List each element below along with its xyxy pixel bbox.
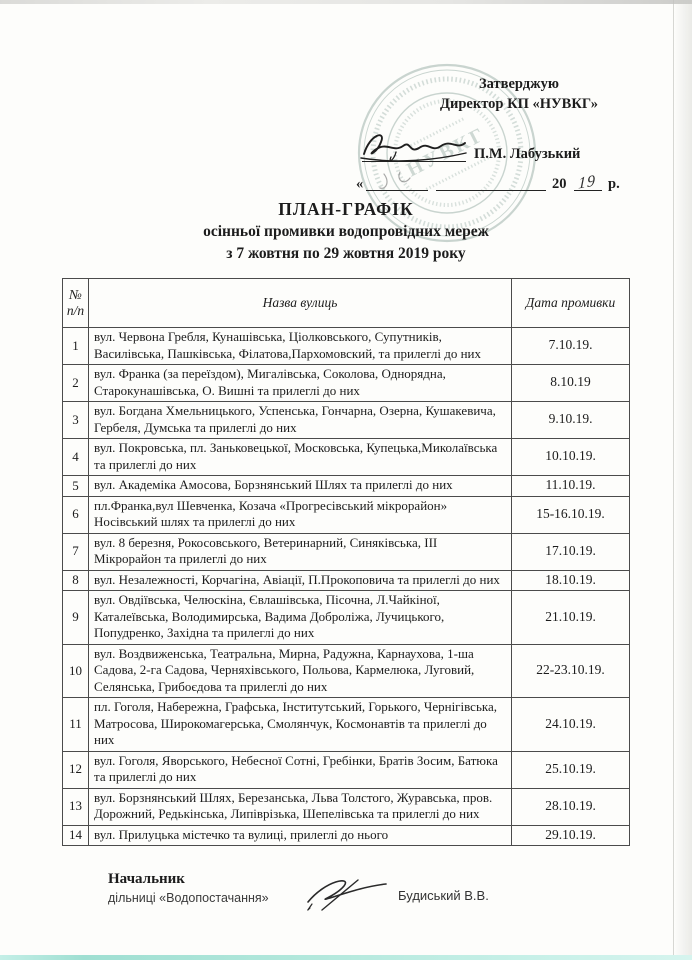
table-row: [63, 698, 630, 752]
footer-name: Будиський В.В.: [398, 888, 489, 903]
scan-right-edge-artifact: [673, 0, 692, 960]
page-title: ПЛАН-ГРАФІК: [278, 199, 414, 219]
schedule-table-body: [63, 328, 630, 846]
row-number: 4: [63, 439, 89, 476]
table-row: [63, 644, 630, 698]
date-range: з 7 жовтня по 29 жовтня 2019 року: [226, 245, 466, 262]
open-quote: «: [356, 176, 364, 192]
approval-block: [356, 74, 650, 196]
row-number: 10: [63, 644, 89, 698]
table-row: [63, 591, 630, 645]
row-streets: вул. Академіка Амосова, Борзнянський Шлях та прилеглі до них: [89, 476, 512, 497]
document-title-block: [0, 198, 692, 265]
row-streets: вул. Прилуцька містечко та вулиці, прилеглі до нього: [89, 825, 512, 846]
row-streets: вул. Борзнянський Шлях, Березанська, Льва Толстого, Журавська, пров. Дорожний, Редькінська, Липіврізька, Шепелівська та прилеглі до них: [89, 788, 512, 825]
row-flush-date: 29.10.19.: [512, 825, 630, 846]
row-number: 14: [63, 825, 89, 846]
footer-signatory-block: [108, 870, 269, 905]
row-streets: вул. Покровська, пл. Заньковецької, Московська, Купецька,Миколаївська та прилеглі до них: [89, 439, 512, 476]
table-row: [63, 496, 630, 533]
footer-position-subtitle: дільниці «Водопостачання»: [108, 891, 269, 905]
col-header-date: Дата промивки: [512, 279, 630, 328]
approver-name: П.М. Лабузький: [474, 146, 581, 162]
handwritten-year: 19: [577, 172, 597, 193]
approval-word: Затверджую: [479, 76, 559, 92]
footer-position-title: Начальник: [108, 871, 185, 887]
col-header-streets: Назва вулиць: [89, 279, 512, 328]
row-number: 8: [63, 570, 89, 591]
scan-top-edge-artifact: [0, 0, 692, 4]
table-row: [63, 533, 630, 570]
col-header-num: № п/п: [63, 279, 89, 328]
row-streets: вул. Франка (за переїздом), Мигалівська, Соколова, Однорядна, Старокунашівська, О. Вишні та прилеглі до них: [89, 365, 512, 402]
table-row: [63, 439, 630, 476]
table-row: [63, 825, 630, 846]
row-flush-date: 15-16.10.19.: [512, 496, 630, 533]
row-flush-date: 11.10.19.: [512, 476, 630, 497]
row-number: 6: [63, 496, 89, 533]
row-number: 7: [63, 533, 89, 570]
row-number: 5: [63, 476, 89, 497]
table-row: [63, 476, 630, 497]
row-streets: вул. Овдіївська, Челюскіна, Євлашівська, Пісочна, Л.Чайкіної, Каталеївська, Володимирська, Вадима Доброліжа, Лучицького, Попудренко, Західна та прилеглі до них: [89, 591, 512, 645]
table-row: [63, 788, 630, 825]
year-suffix: р.: [608, 176, 620, 192]
row-flush-date: 17.10.19.: [512, 533, 630, 570]
row-streets: вул. Гоголя, Яворського, Небесної Сотні, Гребінки, Братів Зосим, Батюка та прилеглі до них: [89, 751, 512, 788]
row-number: 3: [63, 402, 89, 439]
row-flush-date: 8.10.19: [512, 365, 630, 402]
row-flush-date: 9.10.19.: [512, 402, 630, 439]
row-streets: вул. Незалежності, Корчагіна, Авіації, П.Прокоповича та прилеглі до них: [89, 570, 512, 591]
row-flush-date: 18.10.19.: [512, 570, 630, 591]
handwritten-day-scribble: [370, 170, 430, 192]
row-flush-date: 7.10.19.: [512, 328, 630, 365]
approval-date-line: [356, 172, 650, 196]
director-signature-icon: [358, 126, 470, 166]
row-number: 12: [63, 751, 89, 788]
footer-signature-icon: [300, 874, 392, 916]
row-flush-date: 28.10.19.: [512, 788, 630, 825]
table-row: [63, 365, 630, 402]
row-flush-date: 22-23.10.19.: [512, 644, 630, 698]
row-flush-date: 21.10.19.: [512, 591, 630, 645]
row-flush-date: 24.10.19.: [512, 698, 630, 752]
row-flush-date: 10.10.19.: [512, 439, 630, 476]
row-streets: вул. Червона Гребля, Кунашівська, Ціолковського, Супутників, Василівська, Пашківська, Філатова,Пархомовский, та прилеглі до них: [89, 328, 512, 365]
row-number: 13: [63, 788, 89, 825]
scan-bottom-strip-artifact: [0, 955, 692, 960]
row-streets: вул. 8 березня, Рокосовського, Ветеринарний, Синяківська, ІІІ Мікрорайон та прилеглі до них: [89, 533, 512, 570]
row-number: 1: [63, 328, 89, 365]
year-prefix: 20: [552, 176, 567, 192]
row-flush-date: 25.10.19.: [512, 751, 630, 788]
table-row: [63, 328, 630, 365]
row-number: 2: [63, 365, 89, 402]
table-row: [63, 570, 630, 591]
row-number: 9: [63, 591, 89, 645]
row-number: 11: [63, 698, 89, 752]
row-streets: вул. Воздвиженська, Театральна, Мирна, Радужна, Карнаухова, 1-ша Садова, 2-га Садова, Черняхівського, Польова, Кармелюка, Луговий, Селянська, Грибоєдова та прилеглі до них: [89, 644, 512, 698]
schedule-table: [62, 278, 630, 846]
row-streets: вул. Богдана Хмельницького, Успенська, Гончарна, Озерна, Кушакевича, Гербеля, Думська та прилеглі до них: [89, 402, 512, 439]
row-streets: пл.Франка,вул Шевченка, Козача «Прогресівський мікрорайон» Носівський шлях та прилеглі до них: [89, 496, 512, 533]
month-blank-line: [436, 190, 546, 191]
approval-director-line: Директор КП «НУВКГ»: [440, 96, 598, 112]
row-streets: пл. Гоголя, Набережна, Графська, Інститутський, Горького, Чернігівська, Матросова, Широкомагерська, Смолянчук, Космонавтів та прилеглі до них: [89, 698, 512, 752]
page-subtitle: осінньої промивки водопровідних мереж: [203, 223, 489, 240]
table-header-row: [63, 279, 630, 328]
stamp-label: НУВКГ: [403, 122, 490, 182]
table-row: [63, 751, 630, 788]
approval-signature-row: [388, 132, 650, 168]
table-row: [63, 402, 630, 439]
